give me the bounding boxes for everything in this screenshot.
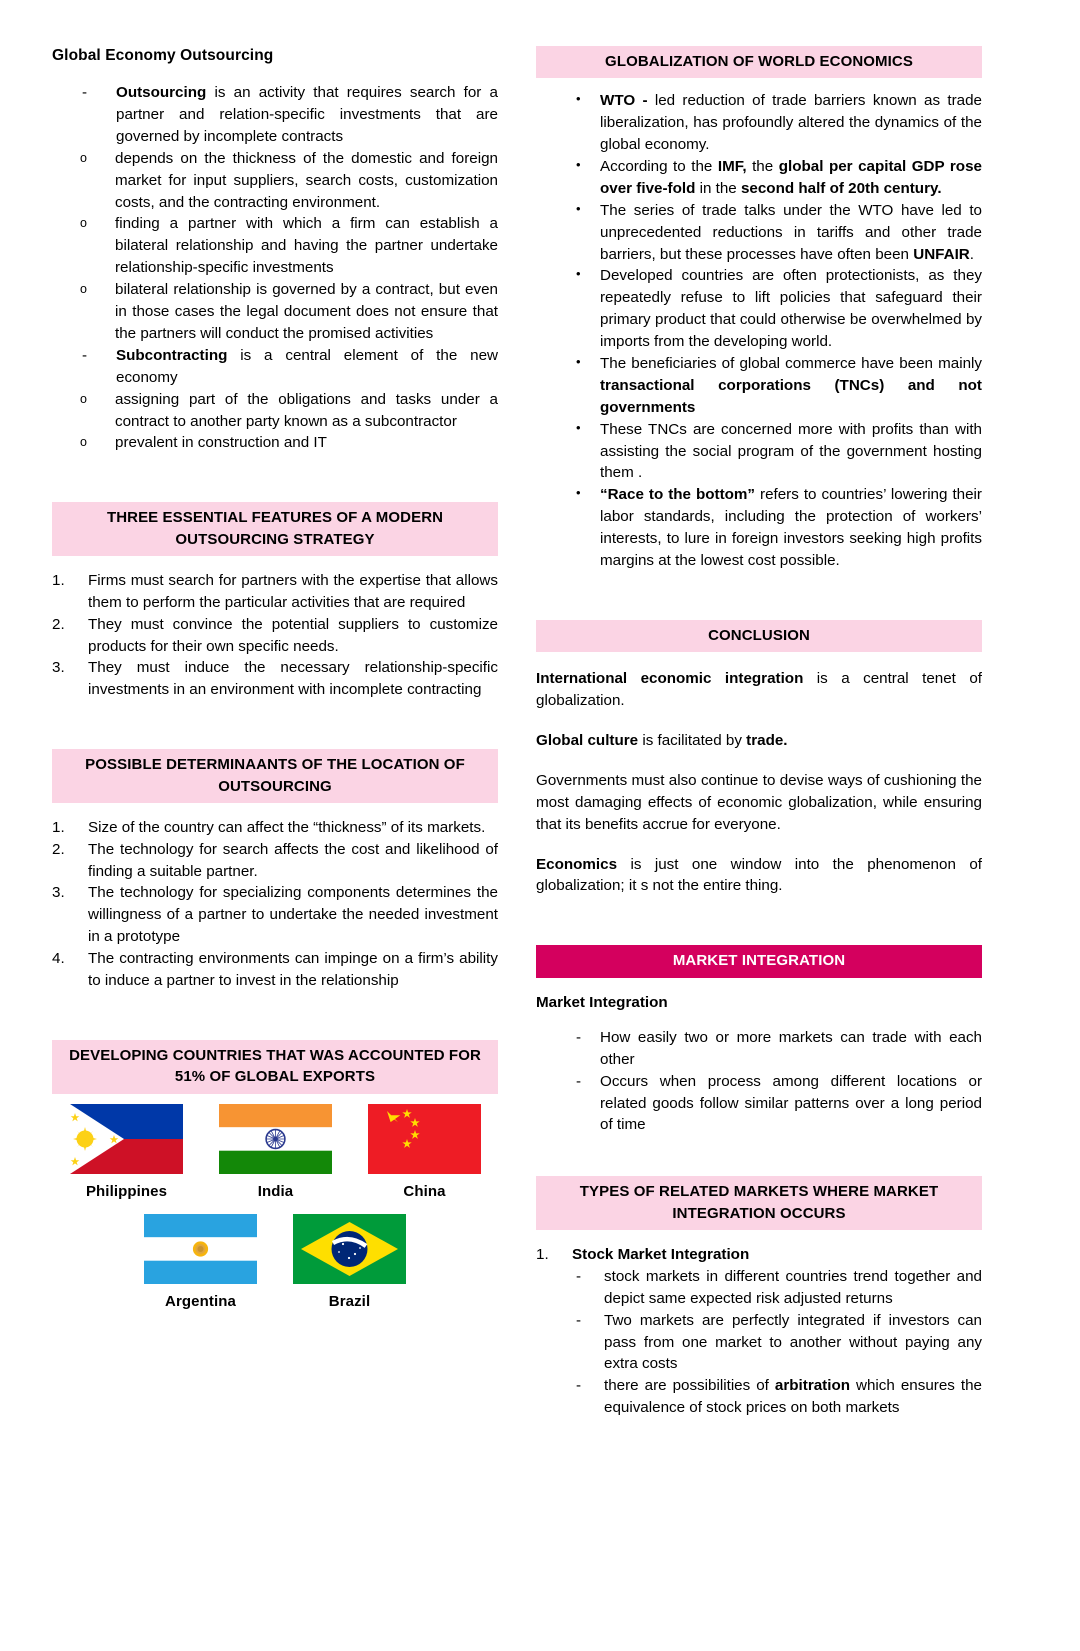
- flag-cell-brazil: [275, 1214, 424, 1310]
- list-item: [52, 948, 498, 992]
- conclusion-paragraph: Global culture is facilitated by trade.: [536, 731, 788, 749]
- list-item-text: WTO - led reduction of trade barriers known as trade liberalization, has profoundly altered the dynamics of the global economy.: [600, 92, 982, 154]
- list-item: [536, 1266, 982, 1310]
- china-flag-icon: [368, 1104, 481, 1174]
- list-item: [52, 839, 498, 883]
- three-features-list: [52, 570, 498, 701]
- spacer: [536, 1013, 982, 1027]
- circle-marker: o: [80, 391, 87, 406]
- list-item: [536, 353, 982, 419]
- bullet-marker: •: [576, 353, 581, 369]
- list-number: 3.: [52, 659, 65, 677]
- spacer: [536, 652, 982, 668]
- flag-label: India: [257, 1182, 294, 1200]
- dash-marker: -: [576, 1311, 582, 1329]
- list-item-text: Occurs when process among different locations or related goods follow similar patterns over a long period of time: [600, 1072, 982, 1134]
- circle-marker: o: [80, 150, 87, 165]
- banner-types-of-related-markets: TYPES OF RELATED MARKETS WHERE MARKET INTEGRATION OCCURS: [536, 1176, 982, 1230]
- dash-marker: -: [576, 1028, 582, 1046]
- market-integration-list: [536, 1027, 982, 1136]
- list-item: [52, 279, 498, 345]
- term-outsourcing: Outsourcing: [116, 84, 207, 102]
- list-item-text: “Race to the bottom” refers to countries’ lowering their labor standards, including the protection of workers’ interests, to lure in foreign investors seeking high profits margins at the lowest cost possible.: [600, 486, 982, 569]
- list-item-text: According to the IMF, the global per capital GDP rose over five-fold in the second half of 20th century.: [600, 157, 982, 197]
- banner-three-essential-features: THREE ESSENTIAL FEATURES OF A MODERN OUTSOURCING STRATEGY: [52, 502, 498, 556]
- list-item: [536, 1071, 982, 1137]
- list-item-text: there are possibilities of arbitration which ensures the equivalence of stock prices on both markets: [604, 1377, 982, 1417]
- list-item: [536, 1027, 982, 1071]
- spacer: [536, 78, 982, 90]
- spacer: [536, 897, 982, 945]
- list-item: [536, 265, 982, 353]
- flag-label: Argentina: [165, 1292, 236, 1310]
- conclusion-paragraph: Governments must also continue to devise ways of cushioning the most damaging effects of economic globalization, while ensuring that its benefits accrue for everyone.: [536, 771, 982, 833]
- list-item-text: prevalent in construction and IT: [115, 434, 327, 452]
- list-item: [536, 419, 982, 485]
- list-item-text: stock markets in different countries trend together and depict same expected risk adjusted returns: [604, 1267, 982, 1307]
- list-item-text: They must convince the potential suppliers to customize products for their own specific needs.: [88, 615, 498, 655]
- list-item-heading: Stock Market Integration: [572, 1245, 750, 1263]
- spacer: [52, 701, 498, 749]
- bullet-marker: •: [576, 200, 581, 216]
- list-number: 1.: [52, 571, 65, 589]
- list-item-text: The contracting environments can impinge on a firm’s ability to induce a partner to invest in the relationship: [88, 950, 498, 990]
- list-item: [536, 484, 982, 572]
- circle-marker: o: [80, 282, 87, 297]
- conclusion-paragraph: International economic integration is a central tenet of globalization.: [536, 670, 982, 710]
- flag-label: Philippines: [85, 1182, 168, 1200]
- spacer: [52, 803, 498, 817]
- india-flag-icon: [219, 1104, 332, 1174]
- list-item: [52, 657, 498, 701]
- list-item-text: The technology for specializing components determines the willingness of a partner to undertake the needed investment in a prototype: [88, 884, 498, 946]
- spacer: [52, 454, 498, 502]
- circle-marker: o: [80, 435, 87, 450]
- circle-marker: o: [80, 216, 87, 231]
- banner-market-integration: MARKET INTEGRATION: [536, 945, 982, 977]
- list-number: 1.: [52, 818, 65, 836]
- list-item-text: They must induce the necessary relationship-specific investments in an environment with incomplete contracting: [88, 659, 498, 699]
- spacer: [52, 992, 498, 1040]
- flag-label: China: [403, 1182, 446, 1200]
- argentina-flag-icon: [144, 1214, 257, 1284]
- list-item: [52, 570, 498, 614]
- list-number: 3.: [52, 884, 65, 902]
- types-list: [536, 1244, 982, 1266]
- spacer: [536, 712, 982, 730]
- list-item: [52, 614, 498, 658]
- list-item-subcontracting: [52, 345, 498, 389]
- subcontracting-text: is a central element of the new economy: [116, 346, 498, 386]
- list-item: [52, 148, 498, 214]
- list-item-outsourcing: [52, 82, 498, 148]
- list-item: [52, 389, 498, 433]
- flag-row-2: [52, 1214, 498, 1310]
- determinants-list: [52, 817, 498, 992]
- list-item-text: Size of the country can affect the “thickness” of its markets.: [88, 818, 486, 836]
- outsourcing-text: is an activity that requires search for a partner and relation-specific investments that are governed by incomplete contracts: [116, 84, 498, 145]
- spacer: [536, 1230, 982, 1244]
- list-item-text: The series of trade talks under the WTO have led to unprecedented reductions in tariffs and other trade barriers, but these processes have often been UNFAIR.: [600, 201, 982, 263]
- spacer: [52, 556, 498, 570]
- list-item-text: The beneficiaries of global commerce have been mainly transactional corporations (TNCs) and not governments: [600, 354, 982, 416]
- list-item-text: depends on the thickness of the domestic and foreign market for input suppliers, search costs, customization costs, and the contracting environment.: [115, 149, 498, 211]
- banner-globalization: GLOBALIZATION OF WORLD ECONOMICS: [536, 46, 982, 78]
- flag-cell-philippines: [52, 1104, 201, 1200]
- outsourcing-list: [52, 82, 498, 148]
- list-item-text: Two markets are perfectly integrated if investors can pass from one market to another without paying any extra costs: [604, 1311, 982, 1373]
- philippines-flag-icon: [70, 1104, 183, 1174]
- list-item-text: These TNCs are concerned more with profits than with assisting the social program of the government hosting them .: [600, 420, 982, 482]
- bullet-marker: •: [576, 419, 581, 435]
- subcontracting-list: [52, 345, 498, 389]
- left-column: [52, 46, 498, 1310]
- conclusion-paragraph: Economics is just one window into the phenomenon of globalization; it s not the entire thing.: [536, 855, 982, 895]
- flag-cell-china: [350, 1104, 499, 1200]
- list-item: [536, 1310, 982, 1376]
- spacer: [536, 752, 982, 770]
- list-item: [52, 213, 498, 279]
- list-item: [52, 432, 498, 454]
- list-number: 2.: [52, 840, 65, 858]
- dash-marker: -: [576, 1072, 582, 1090]
- right-column: [536, 46, 982, 1419]
- dash-marker: -: [576, 1267, 582, 1285]
- list-item-text: bilateral relationship is governed by a contract, but even in those cases the legal document does not ensure that the partners will conduct the promised activities: [115, 281, 498, 342]
- flag-label: Brazil: [328, 1292, 371, 1310]
- globalization-list: [536, 90, 982, 572]
- list-item: [536, 156, 982, 200]
- list-item-stock-market-integration: [536, 1244, 982, 1266]
- list-item: [536, 1375, 982, 1419]
- dash-marker: -: [576, 1377, 582, 1395]
- flag-cell-india: [201, 1104, 350, 1200]
- list-item: [536, 90, 982, 156]
- dash-marker: -: [82, 346, 88, 364]
- spacer: [536, 572, 982, 620]
- flag-row-1: [52, 1104, 498, 1200]
- list-number: 2.: [52, 615, 65, 633]
- list-item-text: The technology for search affects the cost and likelihood of finding a suitable partner.: [88, 840, 498, 880]
- outsourcing-sublist: [52, 148, 498, 345]
- list-item-text: Firms must search for partners with the expertise that allows them to perform the particular activities that are required: [88, 571, 498, 611]
- spacer: [536, 1136, 982, 1176]
- banner-conclusion: CONCLUSION: [536, 620, 982, 652]
- spacer: [536, 978, 982, 992]
- list-item: [536, 200, 982, 266]
- spacer: [536, 836, 982, 854]
- list-item-text: finding a partner with which a firm can establish a bilateral relationship and having the partner undertake relationship-specific investments: [115, 215, 498, 277]
- stock-market-sublist: [536, 1266, 982, 1419]
- bullet-marker: •: [576, 91, 581, 107]
- term-subcontracting: Subcontracting: [116, 346, 228, 364]
- subcontracting-sublist: [52, 389, 498, 455]
- list-number: 1.: [536, 1245, 549, 1263]
- subheading-market-integration: Market Integration: [536, 993, 668, 1011]
- banner-developing-countries: DEVELOPING COUNTRIES THAT WAS ACCOUNTED FOR 51% OF GLOBAL EXPORTS: [52, 1040, 498, 1094]
- list-item-text: assigning part of the obligations and tasks under a contract to another party known as a subcontractor: [115, 390, 498, 430]
- bullet-marker: •: [576, 485, 581, 501]
- banner-possible-determinants: POSSIBLE DETERMINAANTS OF THE LOCATION OF OUTSOURCING: [52, 749, 498, 803]
- list-item-text: Developed countries are often protectionists, as they repeatedly refuse to lift policies that safeguard their primary product that could otherwise be overwhelmed by imports from the developing world.: [600, 267, 982, 351]
- list-item-text: How easily two or more markets can trade with each other: [600, 1028, 982, 1068]
- page-title: Global Economy Outsourcing: [52, 47, 274, 64]
- dash-marker: -: [82, 84, 88, 102]
- bullet-marker: •: [576, 266, 581, 282]
- list-item: [52, 817, 498, 839]
- flag-cell-argentina: [126, 1214, 275, 1310]
- list-item: [52, 882, 498, 948]
- bullet-marker: •: [576, 156, 581, 172]
- brazil-flag-icon: [293, 1214, 406, 1284]
- list-number: 4.: [52, 950, 65, 968]
